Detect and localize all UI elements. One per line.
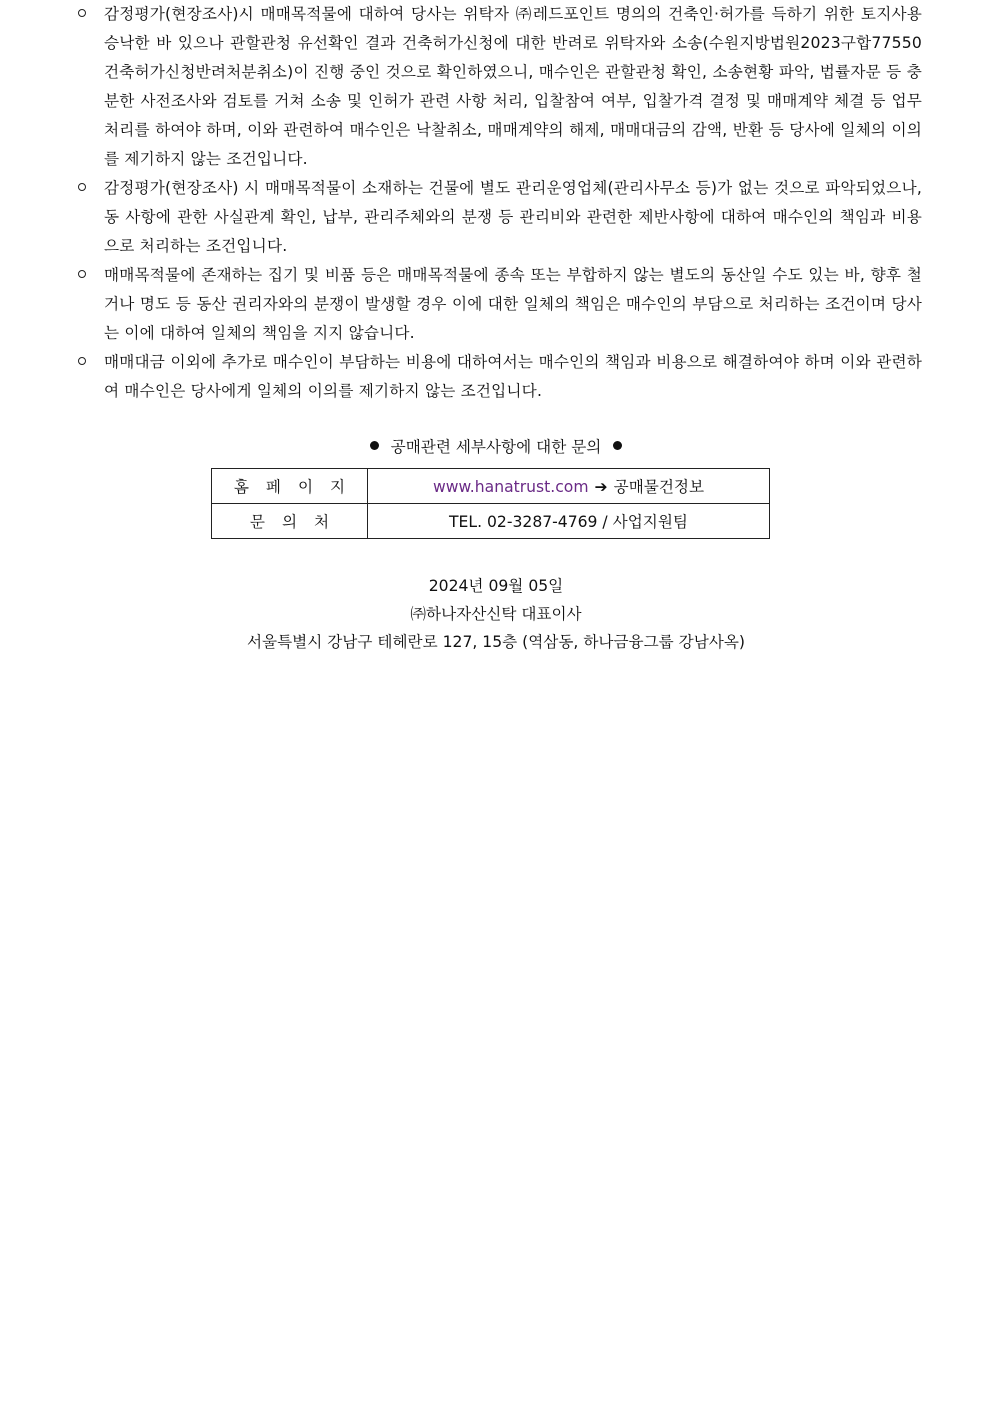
condition-item [78, 348, 922, 406]
condition-text: 감정평가(현장조사)시 매매목적물에 대하여 당사는 위탁자 ㈜레드포인트 명의의 건축인·허가를 득하기 위한 토지사용 승낙한 바 있으나 관할관청 유선확인 결과 건축허가신청에 대한 반려로 위탁자와 소송(수원지방법원2023구합77550 건축허가신청반려처분취소)이 진행 중인 것으로 확인하였으니, 매수인은 관할관청 확인, 소송현황 파악, 법률자문 등 충분한 사전조사와 검토를 거쳐 소송 및 인허가 관련 사항 처리, 입찰참여 여부, 입찰가격 결정 및 매매계약 체결 등 업무처리를 하여야 하며, 이와 관련하여 매수인은 낙찰취소, 매매계약의 해제, 매매대금의 감액, 반환 등 당사에 일체의 이의를 제기하지 않는 조건입니다. [104, 5, 922, 168]
condition-item [78, 0, 922, 174]
issue-date: 2024년 09월 05일 [428, 577, 564, 595]
homepage-label-cell [212, 469, 368, 504]
inquiry-title-text: 공매관련 세부사항에 대한 문의 [390, 438, 602, 456]
condition-item [78, 261, 922, 348]
homepage-label: 홈페이지 [233, 478, 363, 496]
contact-label: 문의처 [249, 513, 347, 531]
issuer-company: ㈜하나자산신탁 대표이사 [410, 605, 582, 623]
filled-dot-icon [613, 441, 622, 450]
contact-value-cell [368, 504, 770, 539]
homepage-value-cell [368, 469, 770, 504]
circle-bullet-icon [78, 357, 86, 365]
circle-bullet-icon [78, 183, 86, 191]
contact-label-cell [212, 504, 368, 539]
conditions-list [78, 0, 922, 406]
condition-text: 매매목적물에 존재하는 집기 및 비품 등은 매매목적물에 종속 또는 부합하지 않는 별도의 동산일 수도 있는 바, 향후 철거나 명도 등 동산 권리자와의 분쟁이 발생할 경우 이에 대한 일체의 책임은 매수인의 부담으로 처리하는 조건이며 당사는 이에 대하여 일체의 책임을 지지 않습니다. [104, 266, 922, 342]
condition-item [78, 174, 922, 261]
issuer-block [0, 572, 992, 656]
circle-bullet-icon [78, 270, 86, 278]
circle-bullet-icon [78, 9, 86, 17]
filled-dot-icon [370, 441, 379, 450]
condition-text: 매매대금 이외에 추가로 매수인이 부담하는 비용에 대하여서는 매수인의 책임과 비용으로 해결하여야 하며 이와 관련하여 매수인은 당사에게 일체의 이의를 제기하지 않는 조건입니다. [104, 353, 922, 400]
homepage-link[interactable]: www.hanatrust.com [432, 478, 589, 496]
inquiry-heading [0, 434, 992, 460]
table-row [212, 469, 770, 504]
contact-table [211, 468, 770, 539]
homepage-section: 공매물건정보 [613, 478, 705, 496]
table-row [212, 504, 770, 539]
contact-value: TEL. 02-3287-4769 / 사업지원팀 [449, 513, 688, 531]
arrow-right-icon: ➔ [594, 478, 608, 496]
issuer-address: 서울특별시 강남구 테헤란로 127, 15층 (역삼동, 하나금융그룹 강남사옥) [246, 633, 746, 651]
condition-text: 감정평가(현장조사) 시 매매목적물이 소재하는 건물에 별도 관리운영업체(관리사무소 등)가 없는 것으로 파악되었으나, 동 사항에 관한 사실관계 확인, 납부, 관리주체와의 분쟁 등 관리비와 관련한 제반사항에 대하여 매수인의 책임과 비용으로 처리하는 조건입니다. [104, 179, 922, 255]
